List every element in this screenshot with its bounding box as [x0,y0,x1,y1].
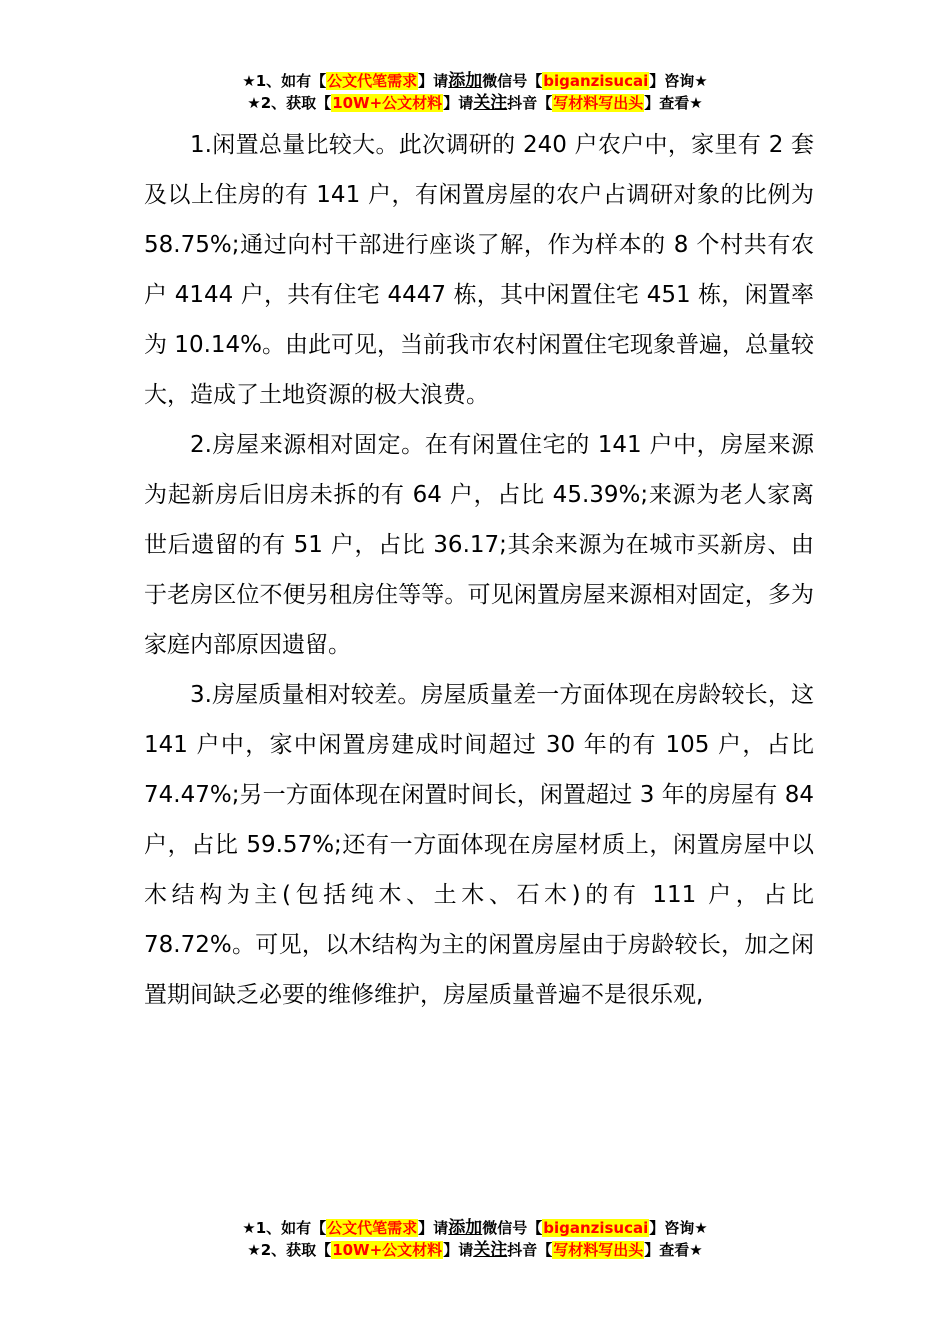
banner-text: ★2、获取【 [247,94,332,112]
paragraph-idle-quantity: 1.闲置总量比较大。此次调研的 240 户农户中，家里有 2 套及以上住房的有 141 户，有闲置房屋的农户占调研对象的比例为 58.75%;通过向村干部进行座谈了解，作为样本的 8 个村共有农户 4144 户，共有住宅 4447 栋，其中闲置住宅 451 栋，闲置率为 10.14%。由此可见，当前我市农村闲置住宅现象普遍，总量较大，造成了土地资源的极大浪费。 [144,132,815,408]
banner-line-1 [0,70,950,92]
banner-text: 抖音【 [507,1241,553,1259]
highlight-service: 公文代笔需求 [327,72,418,90]
highlight-douyin-account: 写材料写出头 [553,1241,644,1259]
header-banner [0,70,950,114]
banner-text: 】请 [418,1219,449,1237]
banner-text: 微信号【 [482,1219,543,1237]
underlined-add: 添加 [448,71,483,91]
highlight-materials: 10W+公文材料 [332,94,443,112]
banner-line-2 [0,1239,950,1261]
paragraph-house-source: 2.房屋来源相对固定。在有闲置住宅的 141 户中，房屋来源为起新房后旧房未拆的有 64 户，占比 45.39%;来源为老人家离世后遗留的有 51 户，占比 36.17;其余来源为在城市买新房、由于老房区位不便另租房住等等。可见闲置房屋来源相对固定，多为家庭内部原因遗留。 [144,432,814,658]
underlined-follow: 关注 [473,1240,508,1260]
banner-text: 】请 [443,1241,474,1259]
banner-text: 】请 [418,72,449,90]
highlight-wechat-id: biganzisucai [543,72,649,90]
underlined-add: 添加 [448,1218,483,1238]
highlight-wechat-id: biganzisucai [543,1219,649,1237]
document-body [144,120,814,1020]
paragraph-house-quality: 3.房屋质量相对较差。房屋质量差一方面体现在房龄较长，这 141 户中，家中闲置房建成时间超过 30 年的有 105 户，占比 74.47%;另一方面体现在闲置时间长，闲置超过 3 年的房屋有 84 户，占比 59.57%;还有一方面体现在房屋材质上，闲置房屋中以木结构为主(包括纯木、土木、石木)的有 111 户，占比 78.72%。可见，以木结构为主的闲置房屋由于房龄较长，加之闲置期间缺乏必要的维修维护，房屋质量普遍不是很乐观, [144,682,814,1008]
banner-text: 抖音【 [507,94,553,112]
banner-text: 】咨询★ [649,1219,708,1237]
footer-banner [0,1217,950,1261]
highlight-douyin-account: 写材料写出头 [553,94,644,112]
banner-text: 微信号【 [482,72,543,90]
banner-text: 】查看★ [644,94,703,112]
banner-text: ★1、如有【 [242,1219,327,1237]
highlight-materials: 10W+公文材料 [332,1241,443,1259]
banner-text: 】请 [443,94,474,112]
banner-line-1 [0,1217,950,1239]
banner-text: 】查看★ [644,1241,703,1259]
banner-text: ★1、如有【 [242,72,327,90]
underlined-follow: 关注 [473,93,508,113]
highlight-service: 公文代笔需求 [327,1219,418,1237]
banner-text: 】咨询★ [649,72,708,90]
banner-line-2 [0,92,950,114]
banner-text: ★2、获取【 [247,1241,332,1259]
